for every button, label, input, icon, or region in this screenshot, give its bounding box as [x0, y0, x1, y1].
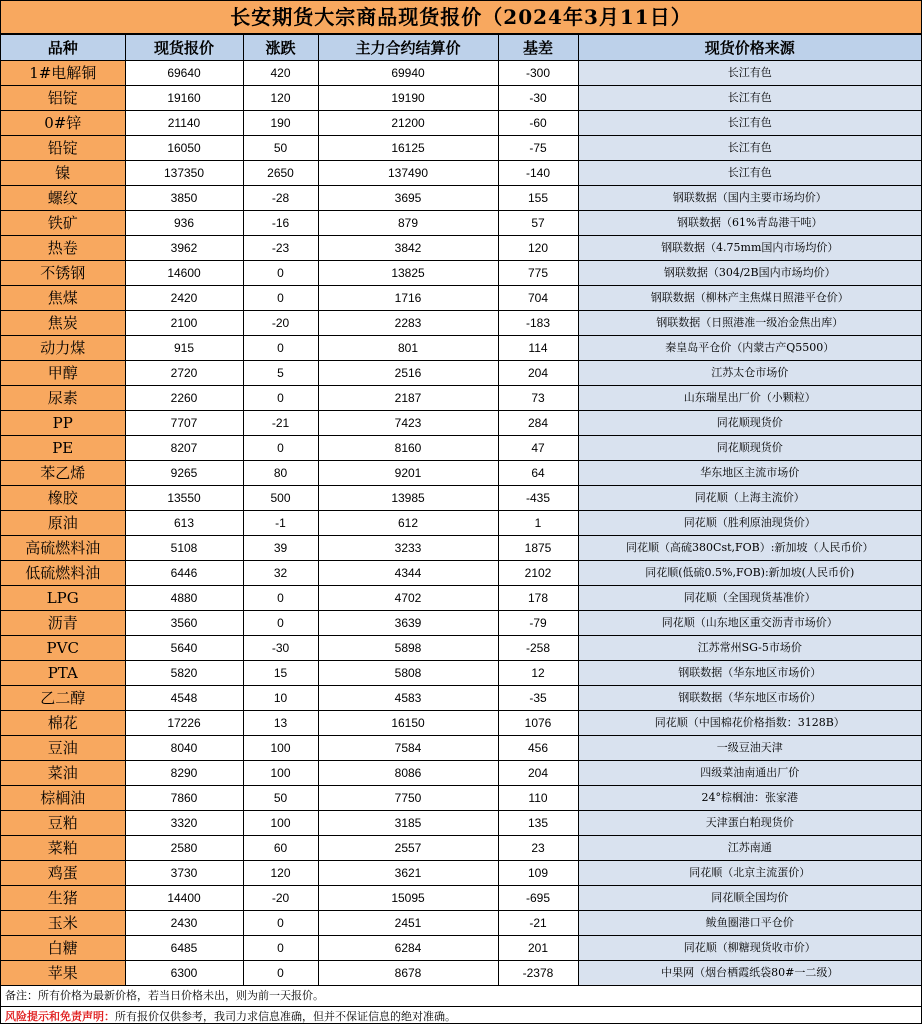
cell-basis: 204: [498, 361, 578, 386]
cell-spot-price: 13550: [125, 486, 243, 511]
cell-change: -16: [243, 211, 318, 236]
cell-source: 长江有色: [578, 61, 921, 86]
cell-settlement: 5808: [318, 661, 498, 686]
cell-source: 24°棕榈油：张家港: [578, 786, 921, 811]
cell-variety: 动力煤: [1, 336, 125, 361]
cell-settlement: 16125: [318, 136, 498, 161]
cell-source: 一级豆油天津: [578, 736, 921, 761]
cell-settlement: 13985: [318, 486, 498, 511]
cell-settlement: 4702: [318, 586, 498, 611]
cell-basis: 775: [498, 261, 578, 286]
cell-variety: 橡胶: [1, 486, 125, 511]
col-header-variety: 品种: [1, 35, 125, 61]
table-row: [1, 611, 921, 636]
cell-settlement: 6284: [318, 936, 498, 961]
table-row: [1, 311, 921, 336]
cell-spot-price: 5820: [125, 661, 243, 686]
cell-variety: 铁矿: [1, 211, 125, 236]
cell-source: 江苏常州SG-5市场价: [578, 636, 921, 661]
disclaimer: [1, 1007, 921, 1027]
cell-spot-price: 2420: [125, 286, 243, 311]
cell-source: 同花顺（高硫380Cst,FOB）:新加坡（人民币价）: [578, 536, 921, 561]
table-row: [1, 261, 921, 286]
cell-variety: 0#锌: [1, 111, 125, 136]
cell-basis: -695: [498, 886, 578, 911]
cell-settlement: 8678: [318, 961, 498, 986]
col-header-spot-price: 现货报价: [125, 35, 243, 61]
cell-source: 钢联数据（华东地区市场价）: [578, 661, 921, 686]
cell-variety: 豆油: [1, 736, 125, 761]
cell-variety: 高硫燃料油: [1, 536, 125, 561]
cell-variety: 菜油: [1, 761, 125, 786]
cell-variety: 铝锭: [1, 86, 125, 111]
cell-variety: PTA: [1, 661, 125, 686]
cell-basis: -140: [498, 161, 578, 186]
cell-change: 15: [243, 661, 318, 686]
cell-basis: -435: [498, 486, 578, 511]
cell-basis: 155: [498, 186, 578, 211]
table-row: [1, 811, 921, 836]
cell-change: 0: [243, 936, 318, 961]
cell-settlement: 3695: [318, 186, 498, 211]
table-row: [1, 861, 921, 886]
table-row: [1, 761, 921, 786]
cell-settlement: 7423: [318, 411, 498, 436]
cell-settlement: 3621: [318, 861, 498, 886]
cell-spot-price: 8207: [125, 436, 243, 461]
cell-spot-price: 3730: [125, 861, 243, 886]
cell-variety: 低硫燃料油: [1, 561, 125, 586]
cell-settlement: 2283: [318, 311, 498, 336]
cell-settlement: 5898: [318, 636, 498, 661]
cell-basis: 109: [498, 861, 578, 886]
cell-basis: 120: [498, 236, 578, 261]
cell-spot-price: 2260: [125, 386, 243, 411]
cell-basis: -30: [498, 86, 578, 111]
cell-basis: 64: [498, 461, 578, 486]
cell-source: 同花顺（全国现货基准价）: [578, 586, 921, 611]
cell-change: 0: [243, 436, 318, 461]
col-header-settlement: 主力合约结算价: [318, 35, 498, 61]
table-header-row: [1, 35, 921, 61]
cell-spot-price: 5640: [125, 636, 243, 661]
cell-change: -1: [243, 511, 318, 536]
cell-change: 0: [243, 286, 318, 311]
table-row: [1, 936, 921, 961]
table-row: [1, 961, 921, 986]
cell-change: 32: [243, 561, 318, 586]
cell-source: 同花顺（北京主流蛋价）: [578, 861, 921, 886]
cell-change: -20: [243, 311, 318, 336]
cell-spot-price: 6300: [125, 961, 243, 986]
cell-basis: -258: [498, 636, 578, 661]
cell-change: 100: [243, 811, 318, 836]
cell-variety: 焦炭: [1, 311, 125, 336]
cell-basis: 1: [498, 511, 578, 536]
cell-variety: 热卷: [1, 236, 125, 261]
cell-variety: 1#电解铜: [1, 61, 125, 86]
cell-spot-price: 8290: [125, 761, 243, 786]
disclaimer-text: 所有报价仅供参考，我司力求信息准确，但并不保证信息的绝对准确。: [115, 1010, 456, 1023]
cell-settlement: 1716: [318, 286, 498, 311]
cell-source: 同花顺（中国棉花价格指数：3128B）: [578, 711, 921, 736]
cell-source: 华东地区主流市场价: [578, 461, 921, 486]
cell-variety: 焦煤: [1, 286, 125, 311]
cell-change: 0: [243, 261, 318, 286]
cell-source: 同花顺(低硫0.5%,FOB):新加坡(人民币价): [578, 561, 921, 586]
cell-spot-price: 9265: [125, 461, 243, 486]
table-row: [1, 436, 921, 461]
cell-settlement: 4583: [318, 686, 498, 711]
cell-spot-price: 3320: [125, 811, 243, 836]
table-row: [1, 236, 921, 261]
cell-variety: 甲醇: [1, 361, 125, 386]
cell-settlement: 612: [318, 511, 498, 536]
cell-spot-price: 2580: [125, 836, 243, 861]
cell-settlement: 8086: [318, 761, 498, 786]
disclaimer-label: 风险提示和免责声明：: [5, 1010, 115, 1023]
cell-spot-price: 2720: [125, 361, 243, 386]
cell-basis: 110: [498, 786, 578, 811]
cell-spot-price: 14400: [125, 886, 243, 911]
cell-settlement: 19190: [318, 86, 498, 111]
cell-variety: 原油: [1, 511, 125, 536]
cell-settlement: 879: [318, 211, 498, 236]
cell-spot-price: 5108: [125, 536, 243, 561]
table-row: [1, 736, 921, 761]
cell-source: 钢联数据（国内主要市场均价）: [578, 186, 921, 211]
cell-source: 长江有色: [578, 111, 921, 136]
table-row: [1, 911, 921, 936]
cell-change: 120: [243, 861, 318, 886]
cell-change: -23: [243, 236, 318, 261]
cell-change: -28: [243, 186, 318, 211]
cell-spot-price: 4548: [125, 686, 243, 711]
table-row: [1, 161, 921, 186]
cell-spot-price: 2100: [125, 311, 243, 336]
table-row: [1, 136, 921, 161]
table-row: [1, 836, 921, 861]
table-row: [1, 686, 921, 711]
cell-basis: 1875: [498, 536, 578, 561]
price-table: [1, 34, 921, 986]
cell-change: 420: [243, 61, 318, 86]
cell-basis: 456: [498, 736, 578, 761]
cell-source: 钢联数据（华东地区市场价）: [578, 686, 921, 711]
cell-change: 0: [243, 961, 318, 986]
cell-settlement: 4344: [318, 561, 498, 586]
cell-variety: 尿素: [1, 386, 125, 411]
cell-source: 同花顺（上海主流价）: [578, 486, 921, 511]
cell-basis: 73: [498, 386, 578, 411]
cell-spot-price: 936: [125, 211, 243, 236]
cell-change: 50: [243, 786, 318, 811]
cell-change: 0: [243, 611, 318, 636]
cell-source: 中果网（烟台栖霞纸袋80#一二级）: [578, 961, 921, 986]
cell-variety: 苯乙烯: [1, 461, 125, 486]
cell-basis: 704: [498, 286, 578, 311]
table-row: [1, 561, 921, 586]
cell-source: 同花顺全国均价: [578, 886, 921, 911]
cell-spot-price: 17226: [125, 711, 243, 736]
cell-source: 江苏南通: [578, 836, 921, 861]
cell-variety: 棕榈油: [1, 786, 125, 811]
cell-settlement: 7750: [318, 786, 498, 811]
table-row: [1, 586, 921, 611]
cell-change: 190: [243, 111, 318, 136]
cell-change: 0: [243, 386, 318, 411]
cell-source: 同花顺现货价: [578, 411, 921, 436]
cell-basis: -183: [498, 311, 578, 336]
table-row: [1, 511, 921, 536]
cell-spot-price: 613: [125, 511, 243, 536]
cell-source: 同花顺（胜利原油现货价）: [578, 511, 921, 536]
cell-variety: 苹果: [1, 961, 125, 986]
cell-source: 天津蛋白粕现货价: [578, 811, 921, 836]
cell-settlement: 2516: [318, 361, 498, 386]
cell-change: 10: [243, 686, 318, 711]
cell-source: 同花顺（柳糖现货收市价）: [578, 936, 921, 961]
cell-source: 钢联数据（4.75mm国内市场均价）: [578, 236, 921, 261]
cell-variety: PE: [1, 436, 125, 461]
cell-change: 120: [243, 86, 318, 111]
cell-change: 60: [243, 836, 318, 861]
cell-settlement: 69940: [318, 61, 498, 86]
cell-settlement: 7584: [318, 736, 498, 761]
cell-source: 同花顺（山东地区重交沥青市场价）: [578, 611, 921, 636]
cell-spot-price: 915: [125, 336, 243, 361]
table-row: [1, 461, 921, 486]
cell-settlement: 2557: [318, 836, 498, 861]
cell-change: 50: [243, 136, 318, 161]
cell-source: 长江有色: [578, 136, 921, 161]
cell-change: 0: [243, 586, 318, 611]
cell-basis: 57: [498, 211, 578, 236]
cell-change: 5: [243, 361, 318, 386]
cell-settlement: 2187: [318, 386, 498, 411]
table-row: [1, 186, 921, 211]
cell-settlement: 3639: [318, 611, 498, 636]
table-row: [1, 411, 921, 436]
cell-settlement: 16150: [318, 711, 498, 736]
table-row: [1, 786, 921, 811]
col-header-basis: 基差: [498, 35, 578, 61]
cell-basis: -35: [498, 686, 578, 711]
cell-spot-price: 19160: [125, 86, 243, 111]
cell-source: 钢联数据（61%青岛港干吨）: [578, 211, 921, 236]
cell-spot-price: 3560: [125, 611, 243, 636]
cell-source: 秦皇岛平仓价（内蒙古产Q5500）: [578, 336, 921, 361]
cell-source: 同花顺现货价: [578, 436, 921, 461]
cell-variety: 乙二醇: [1, 686, 125, 711]
cell-spot-price: 6485: [125, 936, 243, 961]
cell-change: -20: [243, 886, 318, 911]
cell-spot-price: 14600: [125, 261, 243, 286]
cell-source: 长江有色: [578, 86, 921, 111]
table-row: [1, 536, 921, 561]
cell-change: 80: [243, 461, 318, 486]
cell-basis: 284: [498, 411, 578, 436]
cell-variety: 玉米: [1, 911, 125, 936]
cell-spot-price: 2430: [125, 911, 243, 936]
col-header-change: 涨跌: [243, 35, 318, 61]
table-row: [1, 386, 921, 411]
cell-basis: 1076: [498, 711, 578, 736]
table-row: [1, 661, 921, 686]
cell-spot-price: 137350: [125, 161, 243, 186]
cell-spot-price: 6446: [125, 561, 243, 586]
cell-spot-price: 21140: [125, 111, 243, 136]
footnote: 备注：所有价格为最新价格，若当日价格未出，则为前一天报价。: [1, 986, 921, 1007]
cell-change: 39: [243, 536, 318, 561]
cell-spot-price: 8040: [125, 736, 243, 761]
cell-change: 0: [243, 911, 318, 936]
cell-spot-price: 16050: [125, 136, 243, 161]
table-row: [1, 286, 921, 311]
cell-settlement: 801: [318, 336, 498, 361]
cell-spot-price: 3850: [125, 186, 243, 211]
cell-variety: LPG: [1, 586, 125, 611]
cell-basis: 178: [498, 586, 578, 611]
cell-change: 100: [243, 761, 318, 786]
cell-variety: 铅锭: [1, 136, 125, 161]
cell-change: 2650: [243, 161, 318, 186]
cell-basis: -75: [498, 136, 578, 161]
cell-variety: 沥青: [1, 611, 125, 636]
cell-source: 四级菜油南通出厂价: [578, 761, 921, 786]
cell-source: 钢联数据（304/2B国内市场均价）: [578, 261, 921, 286]
cell-change: -30: [243, 636, 318, 661]
cell-settlement: 137490: [318, 161, 498, 186]
cell-basis: 2102: [498, 561, 578, 586]
cell-source: 钢联数据（日照港准一级冶金焦出库）: [578, 311, 921, 336]
cell-basis: 47: [498, 436, 578, 461]
cell-settlement: 3842: [318, 236, 498, 261]
cell-spot-price: 69640: [125, 61, 243, 86]
table-row: [1, 486, 921, 511]
cell-variety: 棉花: [1, 711, 125, 736]
cell-settlement: 2451: [318, 911, 498, 936]
cell-variety: PP: [1, 411, 125, 436]
cell-basis: -300: [498, 61, 578, 86]
cell-settlement: 8160: [318, 436, 498, 461]
table-row: [1, 86, 921, 111]
table-row: [1, 111, 921, 136]
table-row: [1, 336, 921, 361]
cell-basis: 114: [498, 336, 578, 361]
cell-variety: 菜粕: [1, 836, 125, 861]
cell-spot-price: 4880: [125, 586, 243, 611]
cell-settlement: 3233: [318, 536, 498, 561]
sheet-title: 长安期货大宗商品现货报价（2024年3月11日）: [1, 1, 921, 34]
cell-spot-price: 7860: [125, 786, 243, 811]
cell-basis: -2378: [498, 961, 578, 986]
cell-basis: 12: [498, 661, 578, 686]
cell-basis: 23: [498, 836, 578, 861]
cell-settlement: 21200: [318, 111, 498, 136]
cell-change: 13: [243, 711, 318, 736]
table-row: [1, 886, 921, 911]
table-row: [1, 636, 921, 661]
cell-change: 0: [243, 336, 318, 361]
cell-variety: 生猪: [1, 886, 125, 911]
cell-change: 100: [243, 736, 318, 761]
cell-settlement: 15095: [318, 886, 498, 911]
cell-source: 江苏太仓市场价: [578, 361, 921, 386]
cell-basis: -21: [498, 911, 578, 936]
cell-spot-price: 7707: [125, 411, 243, 436]
cell-basis: 201: [498, 936, 578, 961]
cell-variety: 豆粕: [1, 811, 125, 836]
table-row: [1, 711, 921, 736]
cell-settlement: 13825: [318, 261, 498, 286]
table-row: [1, 211, 921, 236]
cell-variety: 白糖: [1, 936, 125, 961]
cell-variety: 不锈钢: [1, 261, 125, 286]
table-row: [1, 361, 921, 386]
cell-source: 鲅鱼圈港口平仓价: [578, 911, 921, 936]
col-header-source: 现货价格来源: [578, 35, 921, 61]
cell-basis: 135: [498, 811, 578, 836]
cell-source: 山东瑞星出厂价（小颗粒）: [578, 386, 921, 411]
cell-source: 长江有色: [578, 161, 921, 186]
cell-spot-price: 3962: [125, 236, 243, 261]
cell-source: 钢联数据（柳林产主焦煤日照港平仓价）: [578, 286, 921, 311]
cell-variety: PVC: [1, 636, 125, 661]
cell-change: 500: [243, 486, 318, 511]
cell-basis: -60: [498, 111, 578, 136]
table-row: [1, 61, 921, 86]
cell-basis: 204: [498, 761, 578, 786]
cell-settlement: 9201: [318, 461, 498, 486]
cell-variety: 螺纹: [1, 186, 125, 211]
cell-change: -21: [243, 411, 318, 436]
cell-variety: 镍: [1, 161, 125, 186]
cell-settlement: 3185: [318, 811, 498, 836]
cell-variety: 鸡蛋: [1, 861, 125, 886]
cell-basis: -79: [498, 611, 578, 636]
